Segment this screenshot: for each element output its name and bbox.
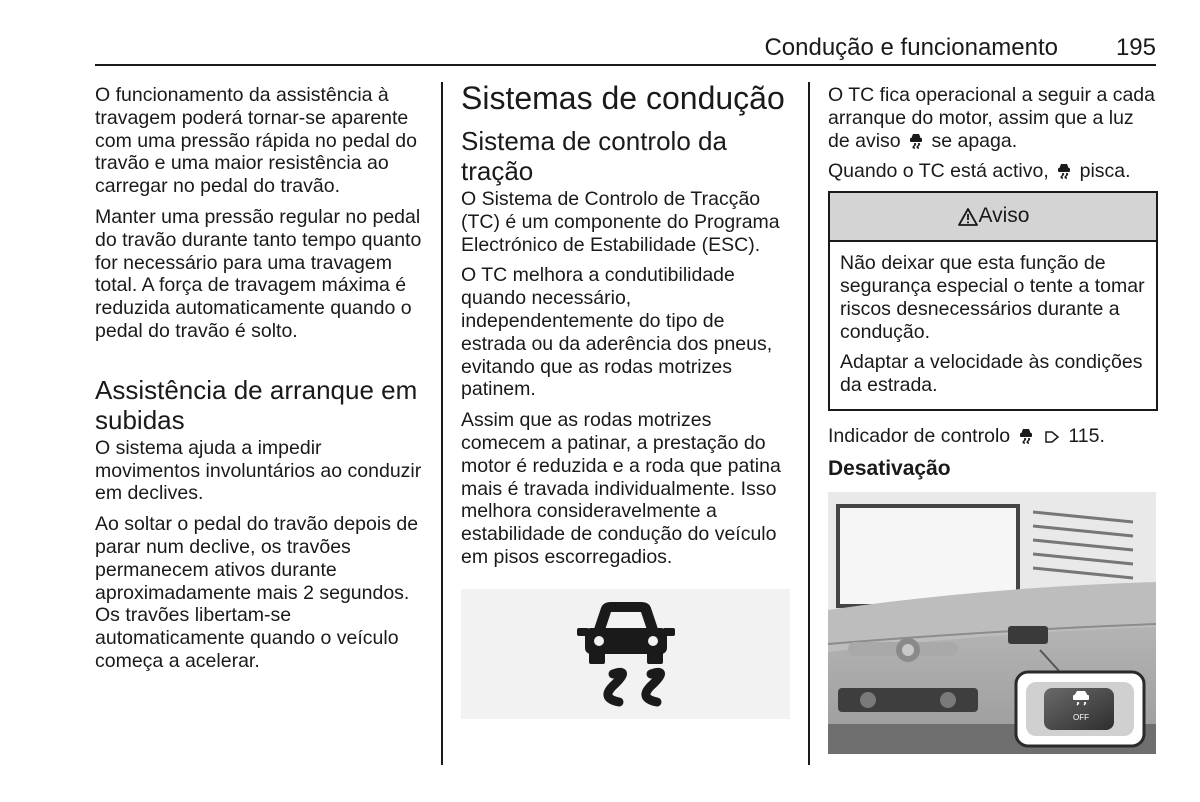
paragraph: O TC melhora a condutibilidade quando necessário, independentemente do tipo de estrada ou da aderência dos pneus, evitando que as rodas motrizes patinem. bbox=[461, 264, 773, 401]
text: O TC fica operacional a seguir a cada arranque do motor, assim que a luz de aviso bbox=[828, 84, 1155, 152]
paragraph bbox=[828, 425, 1158, 448]
section-heading-deactivation: Desativação bbox=[828, 456, 951, 480]
header-title: Condução e funcionamento bbox=[764, 34, 1058, 61]
paragraph: Manter uma pressão regular no pedal do travão durante tanto tempo quanto for necessário para uma travagem total. A força de travagem máxima é reduzida automaticamente quando o pedal do travão é solto. bbox=[95, 205, 422, 342]
paragraph bbox=[828, 84, 1158, 152]
column-divider-left bbox=[441, 82, 443, 765]
traction-control-figure bbox=[461, 589, 790, 719]
column-2 bbox=[461, 80, 794, 719]
section-heading-hill-start: Assistência de arranque em subidas bbox=[95, 374, 418, 435]
page-reference-arrow-icon bbox=[1044, 430, 1060, 444]
text: pisca. bbox=[1079, 160, 1131, 183]
paragraph: Ao soltar o pedal do travão depois de parar num declive, os travões permanecem ativos durante aproximadamente mais 2 segundos. Os travões libertam-se automaticamente quando o veículo começa a acelerar. bbox=[95, 513, 419, 672]
column-1 bbox=[95, 84, 427, 681]
traction-control-icon bbox=[1019, 428, 1033, 444]
page-number: 195 bbox=[1115, 34, 1156, 61]
page-reference: 115. bbox=[1068, 424, 1105, 447]
paragraph: O funcionamento da assistência à travagem poderá tornar-se aparente com uma pressão rápida no pedal do travão e uma maior resistência ao carregar no pedal do travão. bbox=[95, 84, 417, 198]
paragraph: Adaptar a velocidade às condições da estrada. bbox=[840, 351, 1143, 397]
section-heading-traction-control: Sistema de controlo da tração bbox=[461, 126, 727, 186]
warning-body bbox=[830, 242, 1156, 409]
warning-title: Aviso bbox=[978, 204, 1030, 228]
paragraph: Não deixar que esta função de segurança especial o tente a tomar riscos desnecessários durante a condução. bbox=[840, 252, 1145, 343]
paragraph bbox=[828, 160, 1158, 183]
dashboard-photo bbox=[828, 492, 1156, 754]
dashboard-illustration bbox=[828, 492, 1156, 754]
paragraph: O sistema ajuda a impedir movimentos involuntários ao conduzir em declives. bbox=[95, 436, 422, 505]
header-rule bbox=[95, 64, 1156, 66]
paragraph: O Sistema de Controlo de Tracção (TC) é um componente do Programa Electrónico de Estabilidade (ESC). bbox=[461, 188, 780, 256]
traction-control-icon bbox=[571, 598, 681, 710]
text: Quando o TC está activo, bbox=[828, 160, 1049, 183]
paragraph: Assim que as rodas motrizes comecem a patinar, a prestação do motor é reduzida e a roda que patina mais é travada individualmente. Isso melhora consideravelmente a estabilidade de condução do veículo em pisos escorregadios. bbox=[461, 409, 781, 568]
off-button-label: OFF bbox=[1073, 712, 1089, 722]
traction-control-icon bbox=[1057, 163, 1071, 179]
warning-header bbox=[830, 193, 1156, 242]
traction-control-icon bbox=[909, 133, 923, 149]
text: se apaga. bbox=[931, 129, 1018, 152]
text: Indicador de controlo bbox=[828, 424, 1011, 447]
column-divider-right bbox=[808, 82, 810, 765]
warning-box bbox=[828, 191, 1158, 411]
warning-triangle-icon bbox=[957, 207, 979, 227]
column-3 bbox=[828, 84, 1158, 754]
page-title: Sistemas de condução bbox=[461, 80, 785, 116]
